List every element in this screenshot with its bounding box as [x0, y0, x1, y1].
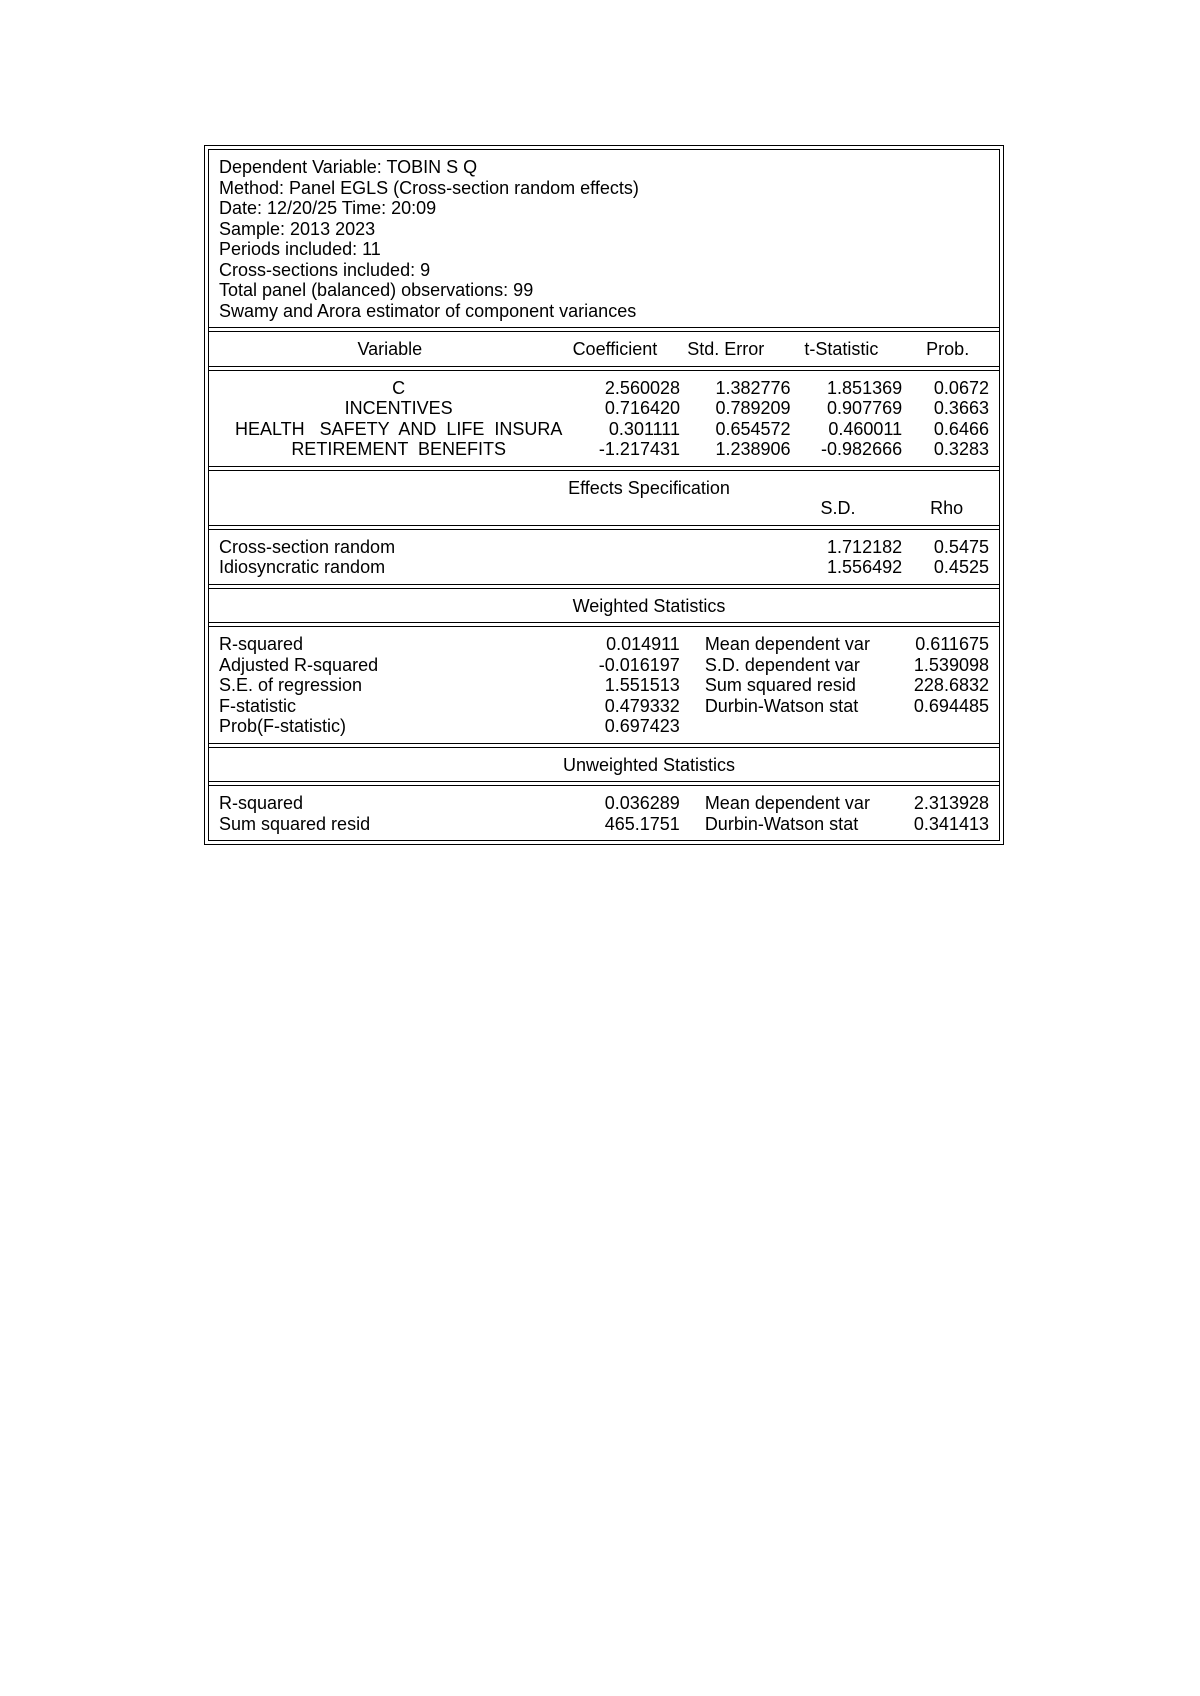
effect-name: Idiosyncratic random [219, 557, 386, 577]
table-row [219, 439, 989, 460]
table-row [219, 814, 989, 835]
stat-value: 0.694485 [913, 695, 989, 716]
header-line-cross-sections: Cross-sections included: 9 [219, 259, 431, 280]
stat-value: -0.016197 [598, 654, 680, 675]
table-row [219, 398, 989, 419]
weighted-stats-body [209, 627, 999, 743]
header-line-observations: Total panel (balanced) observations: 99 [219, 280, 534, 300]
prob-value: 0.3283 [933, 439, 989, 459]
rho-value: 0.4525 [933, 557, 989, 577]
variable-name: HEALTH SAFETY AND LIFE INSURA [234, 418, 563, 439]
table-row [219, 793, 989, 814]
stat-value: 0.611675 [915, 634, 989, 654]
table-row [219, 716, 989, 737]
effects-spec-body [209, 530, 999, 584]
header-line-periods: Periods included: 11 [219, 239, 381, 259]
stat-value: 1.539098 [913, 654, 989, 675]
stat-value: 0.479332 [604, 695, 680, 716]
table-row [219, 378, 989, 399]
stat-label: R-squared [219, 793, 304, 813]
effects-column-header-row [219, 498, 989, 519]
column-header-row [219, 339, 989, 360]
std-error-value: 0.654572 [715, 418, 791, 439]
t-statistic-value: 0.460011 [828, 418, 903, 439]
column-header-rho: Rho [930, 498, 964, 518]
stat-label: Prob(F-statistic) [219, 716, 347, 736]
stat-label: R-squared [219, 634, 304, 654]
variable-name: C [392, 377, 406, 398]
coef-table-body [209, 371, 999, 466]
stat-value: 0.341413 [913, 813, 989, 834]
header-line-estimator: Swamy and Arora estimator of component variances [219, 300, 637, 321]
column-header-prob: Prob. [926, 339, 970, 359]
sd-value: 1.712182 [827, 536, 903, 557]
table-row [219, 696, 989, 717]
column-header-std-error: Std. Error [687, 339, 765, 359]
effects-spec-title: Effects Specification [568, 477, 730, 498]
stat-value: 2.313928 [913, 793, 989, 813]
std-error-value: 1.382776 [715, 377, 791, 398]
table-row [219, 634, 989, 655]
regression-output-frame [204, 145, 1004, 845]
stat-label: Durbin-Watson stat [704, 813, 859, 834]
coefficient-value: 2.560028 [604, 377, 680, 398]
variable-name: RETIREMENT BENEFITS [291, 439, 507, 459]
unweighted-stats-header [209, 748, 999, 782]
unweighted-stats-title: Unweighted Statistics [562, 754, 736, 775]
stat-value: 0.697423 [604, 716, 680, 736]
std-error-value: 0.789209 [715, 398, 791, 418]
stat-label: Mean dependent var [704, 793, 870, 813]
stat-value: 0.014911 [606, 634, 680, 654]
table-row [219, 537, 989, 558]
weighted-stats-header [209, 589, 999, 623]
stat-value: 1.551513 [604, 675, 680, 695]
stat-label [680, 716, 883, 737]
stat-value: 228.6832 [913, 675, 989, 695]
table-row [219, 557, 989, 578]
prob-value: 0.6466 [933, 418, 989, 439]
effect-name: Cross-section random [219, 536, 396, 557]
t-statistic-value: -0.982666 [821, 439, 903, 459]
stat-label: S.E. of regression [219, 675, 363, 695]
header-line-sample: Sample: 2013 2023 [219, 218, 376, 239]
header-line-method: Method: Panel EGLS (Cross-section random effects) [219, 177, 639, 198]
stat-label: Mean dependent var [704, 634, 870, 654]
prob-value: 0.3663 [933, 398, 989, 418]
stat-label: Sum squared resid [219, 813, 371, 834]
coefficient-value: 0.716420 [604, 398, 680, 418]
coef-table-header [209, 332, 999, 366]
variable-name: INCENTIVES [344, 398, 453, 418]
column-header-sd: S.D. [820, 498, 856, 518]
table-row [219, 675, 989, 696]
stat-label: S.D. dependent var [704, 654, 860, 675]
header-line-dependent-variable: Dependent Variable: TOBIN S Q [219, 157, 478, 177]
weighted-stats-title: Weighted Statistics [572, 595, 726, 616]
column-header-variable: Variable [357, 339, 423, 359]
prob-value: 0.0672 [933, 377, 989, 398]
t-statistic-value: 0.907769 [827, 398, 903, 418]
column-header-t-statistic: t-Statistic [804, 339, 879, 359]
column-header-coefficient: Coefficient [572, 339, 658, 359]
coefficient-value: 0.301111 [608, 418, 680, 439]
stat-label: Durbin-Watson stat [704, 695, 859, 716]
stat-label: Sum squared resid [704, 675, 856, 695]
unweighted-stats-body [209, 786, 999, 840]
regression-output-table [208, 149, 1000, 841]
sd-value: 1.556492 [827, 557, 903, 577]
coefficient-value: -1.217431 [598, 439, 680, 459]
stat-label: F-statistic [219, 695, 297, 716]
stat-value: 465.1751 [604, 813, 680, 834]
table-row [219, 655, 989, 676]
table-row [219, 419, 989, 440]
std-error-value: 1.238906 [715, 439, 791, 459]
stat-value: 0.036289 [604, 793, 680, 813]
stat-label: Adjusted R-squared [219, 654, 379, 675]
stat-value [882, 716, 989, 737]
estimation-header [209, 150, 999, 327]
header-line-date: Date: 12/20/25 Time: 20:09 [219, 198, 437, 218]
rho-value: 0.5475 [933, 536, 989, 557]
effects-spec-header [209, 471, 999, 525]
t-statistic-value: 1.851369 [827, 377, 903, 398]
